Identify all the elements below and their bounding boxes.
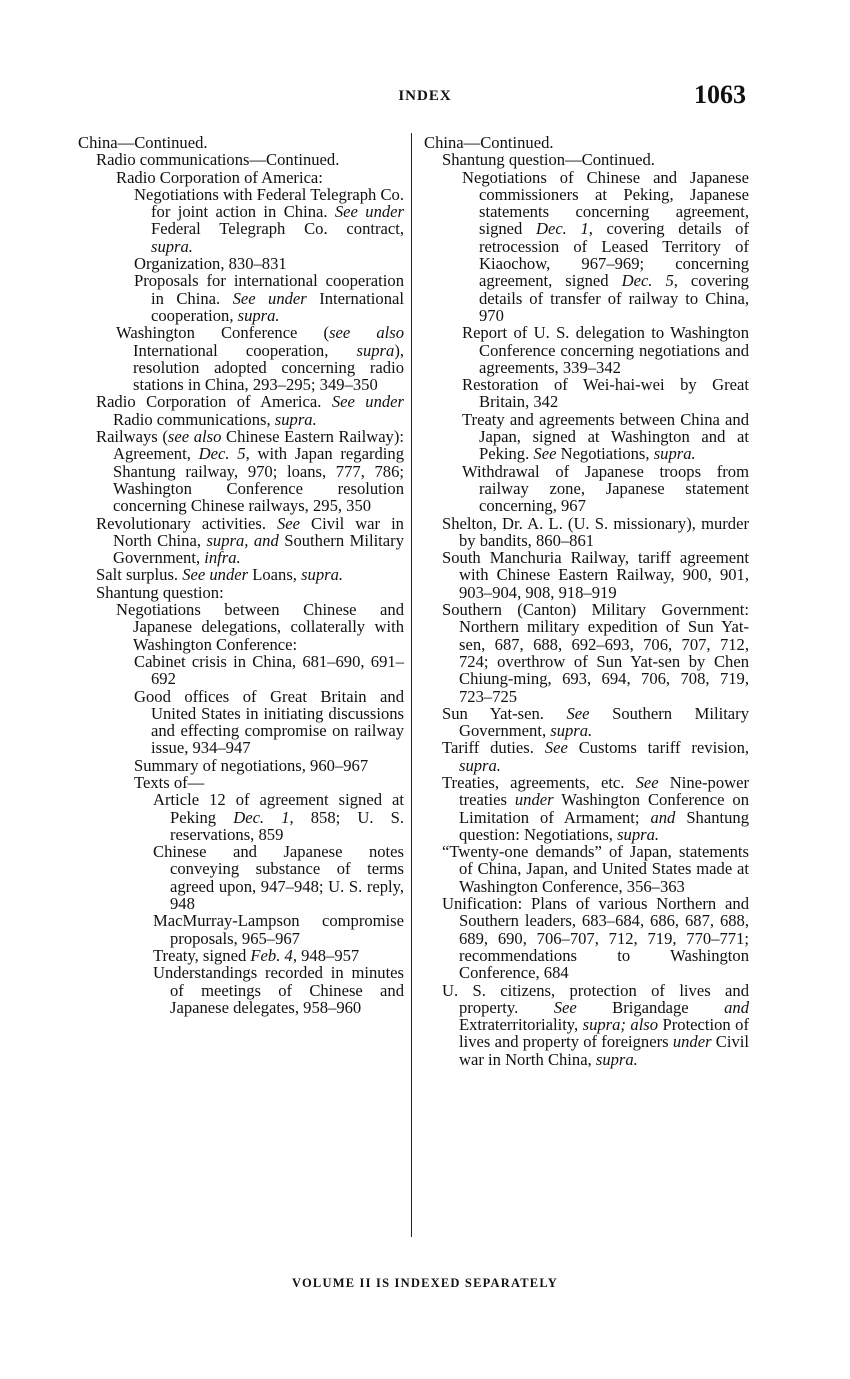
index-entry: Negotiations of Chinese and Japanese commissioners at Peking, Japanese statements concerning agreement, signed Dec. 1, covering details of retrocession of Leased Territory of Kiaochow, 967–969; concerning agreement, signed Dec. 5, covering details of transfer of railway to China, 970 bbox=[462, 167, 749, 325]
index-entry: Article 12 of agreement signed at Peking Dec. 1, 858; U. S. reservations, 859 bbox=[153, 790, 405, 844]
index-entry: Cabinet crisis in China, 681–690, 691–692 bbox=[134, 651, 404, 689]
index-entry: Washington Conference (see also International cooperation, supra), resolution adopted concerning radio stations in China, 293–295; 349–350 bbox=[116, 323, 405, 395]
index-entry: MacMurray-Lampson compromise proposals, 965–967 bbox=[153, 911, 404, 948]
page-number: 1063 bbox=[694, 80, 746, 109]
index-entry: “Twenty-one demands” of Japan, statements of China, Japan, and United States made at Washington Conference, 356–363 bbox=[442, 842, 749, 896]
index-entry: Shelton, Dr. A. L. (U. S. missionary), murder by bandits, 860–861 bbox=[442, 513, 749, 550]
index-entry: Restoration of Wei-hai-wei by Great Britain, 342 bbox=[462, 375, 749, 412]
index-entry: Railways (see also Chinese Eastern Railway): Agreement, Dec. 5, with Japan regarding Shantung railway, 970; loans, 777, 786; Washington Conference resolution concerning Chinese railways, 295, 350 bbox=[96, 427, 404, 516]
index-entry: China—Continued. bbox=[424, 133, 554, 152]
index-entry: Radio communications—Continued. bbox=[96, 150, 340, 170]
index-entry: U. S. citizens, protection of lives and property. See Brigandage and Extraterritoriality, supra; also Protection of lives and property of foreigners under Civil war in North China, supra. bbox=[442, 980, 749, 1069]
index-entry: Salt surplus. See under Loans, supra. bbox=[96, 565, 344, 585]
index-entry: Chinese and Japanese notes conveying substance of terms agreed upon, 947–948; U. S. reply, 948 bbox=[153, 842, 404, 914]
index-entry: Revolutionary activities. See Civil war in North China, supra, and Southern Military Government, infra. bbox=[96, 513, 404, 568]
index-entry: Unification: Plans of various Northern and Southern leaders, 683–684, 686, 687, 688, 689, 690, 706–707, 712, 719, 770–771; recommendations to Washington Conference, 684 bbox=[442, 894, 749, 983]
index-entry: Sun Yat-sen. See Southern Military Government, supra. bbox=[442, 703, 749, 741]
index-entry: South Manchuria Railway, tariff agreement with Chinese Eastern Railway, 900, 901, 903–904, 908, 918–919 bbox=[442, 548, 749, 602]
index-entry: Summary of negotiations, 960–967 bbox=[134, 755, 369, 775]
index-entry: Radio Corporation of America. See under Radio communications, supra. bbox=[96, 392, 405, 429]
running-head: INDEX bbox=[398, 88, 452, 104]
index-column-left bbox=[78, 134, 404, 1016]
index-entry: Southern (Canton) Military Government: Northern military expedition of Sun Yat-sen, 687, 688, 692–693, 706, 707, 712, 724; overthrow of Sun Yat-sen by Chen Chiung-ming, 693, 694, 706, 708, 719, 723–725 bbox=[442, 600, 749, 706]
index-entry: Negotiations with Federal Telegraph Co. for joint action in China. See under Federal Telegraph Co. contract, supra. bbox=[134, 184, 404, 256]
index-entry: Understandings recorded in minutes of meetings of Chinese and Japanese delegates, 958–960 bbox=[153, 963, 404, 1017]
index-entry: Report of U. S. delegation to Washington Conference concerning negotiations and agreements, 339–342 bbox=[462, 323, 749, 377]
index-entry: Treaty and agreements between China and Japan, signed at Washington and at Peking. See Negotiations, supra. bbox=[462, 409, 749, 464]
index-entry: China—Continued. bbox=[78, 133, 208, 152]
index-column-right bbox=[424, 134, 749, 1068]
index-entry: Treaty, signed Feb. 4, 948–957 bbox=[153, 945, 360, 965]
index-entry: Tariff duties. See Customs tariff revision, supra. bbox=[442, 738, 750, 775]
index-entry: Radio Corporation of America: bbox=[116, 167, 323, 187]
index-entry: Shantung question—Continued. bbox=[442, 150, 655, 170]
footer-note: VOLUME II IS INDEXED SEPARATELY bbox=[292, 1276, 558, 1290]
index-entry: Good offices of Great Britain and United States in initiating discussions and effecting compromise on railway issue, 934–947 bbox=[134, 686, 404, 758]
index-entry: Texts of— bbox=[134, 772, 205, 792]
index-entry: Negotiations between Chinese and Japanese delegations, collaterally with Washington Conference: bbox=[116, 600, 404, 654]
index-entry: Organization, 830–831 bbox=[134, 254, 287, 274]
index-entry: Proposals for international cooperation in China. See under International cooperation, supra. bbox=[134, 271, 404, 325]
column-divider bbox=[411, 133, 412, 1237]
index-entry: Withdrawal of Japanese troops from railway zone, Japanese statement concerning, 967 bbox=[462, 461, 749, 516]
index-entry: Treaties, agreements, etc. See Nine-power treaties under Washington Conference on Limitation of Armament; and Shantung question: Negotiations, supra. bbox=[442, 772, 750, 844]
index-entry: Shantung question: bbox=[96, 582, 224, 602]
